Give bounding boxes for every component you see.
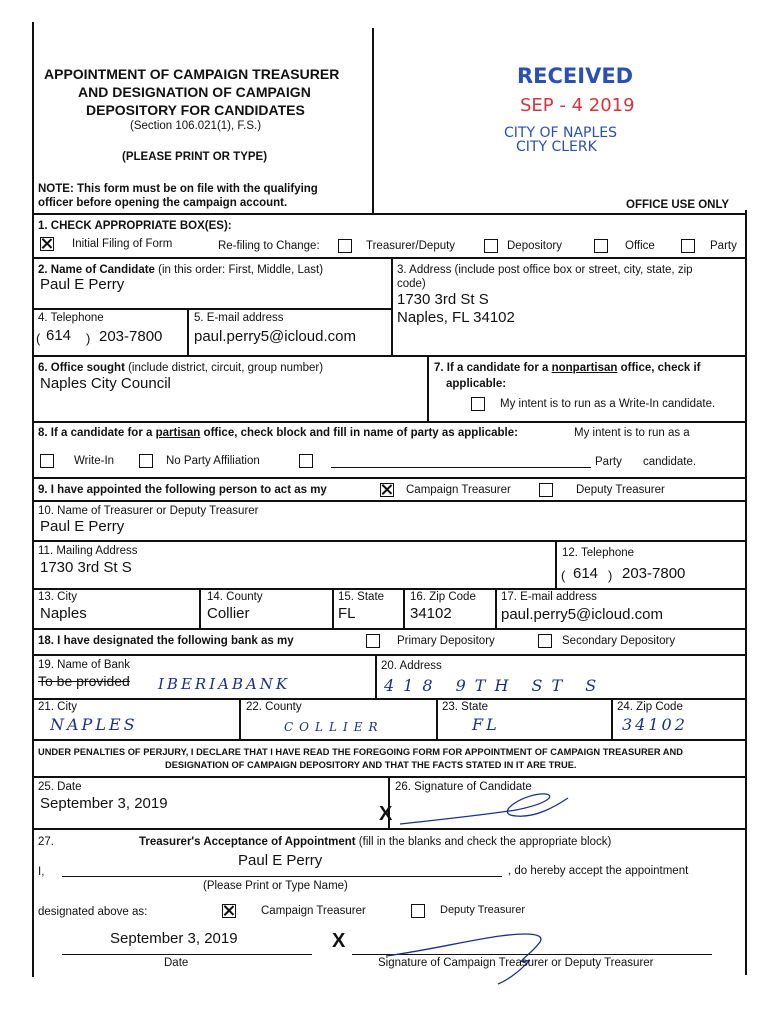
- bank-zip-handwritten: 34102: [622, 715, 688, 734]
- received-stamp: RECEIVED: [517, 64, 634, 88]
- item16-label: 16. Zip Code: [410, 591, 476, 603]
- no-party-affiliation-label: No Party Affiliation: [166, 455, 260, 467]
- item3-label-line2: code): [397, 278, 426, 290]
- treasurer-signature: [380, 926, 580, 986]
- row-line: [32, 654, 746, 656]
- item2-label-rest: (in this order: First, Middle, Last): [154, 264, 324, 276]
- item15-label: 15. State: [338, 591, 385, 603]
- office-use-only: OFFICE USE ONLY: [626, 199, 730, 211]
- candidate-word: candidate.: [643, 456, 697, 468]
- candidate-address-line1: 1730 3rd St S: [397, 291, 489, 308]
- note-line1: NOTE: This form must be on file with the qualifying: [38, 183, 318, 195]
- party-checkbox[interactable]: [681, 239, 695, 253]
- col-line: [436, 698, 438, 739]
- accept-treasurer-checkbox[interactable]: [222, 904, 236, 918]
- item20-label: 20. Address: [381, 660, 442, 672]
- row-line: [32, 588, 746, 590]
- item13-label: 13. City: [38, 591, 77, 603]
- item8-label-b: office, check block and fill in name of party as applicable:: [200, 427, 518, 439]
- treasurer-acceptance-date: September 3, 2019: [110, 930, 238, 947]
- item5-label: 5. E-mail address: [194, 312, 284, 324]
- accept-deputy-label: Deputy Treasurer: [440, 904, 525, 916]
- party-word: Party: [595, 456, 622, 468]
- item27-accept: , do hereby accept the appointment: [508, 865, 689, 877]
- party-name-blank[interactable]: [331, 467, 591, 468]
- designated-above-as: designated above as:: [38, 906, 148, 918]
- item27-instructions: (fill in the blanks and check the appropriate block): [355, 836, 612, 848]
- row-line: [32, 421, 746, 423]
- item3-label-line1: 3. Address (include post office box or street, city, state, zip: [397, 264, 693, 276]
- item25-label: 25. Date: [38, 781, 82, 793]
- col-line: [427, 355, 429, 421]
- item8-label: [38, 427, 518, 439]
- candidate-address-line2: Naples, FL 34102: [397, 309, 515, 326]
- row-line: [32, 308, 392, 310]
- secondary-depository-label: Secondary Depository: [562, 635, 676, 647]
- item27-i: I,: [38, 866, 45, 878]
- col-line: [391, 257, 393, 355]
- depository-checkbox[interactable]: [484, 239, 498, 253]
- primary-depository-checkbox[interactable]: [366, 634, 380, 648]
- date-label: Date: [164, 957, 189, 969]
- initial-filing-checkbox[interactable]: [40, 237, 54, 251]
- received-date-stamp: SEP - 4 2019: [520, 95, 635, 116]
- item19-label: 19. Name of Bank: [38, 659, 131, 671]
- treasurer-zip: 34102: [410, 605, 452, 622]
- phone-close-paren: ): [86, 331, 91, 346]
- item24-label: 24. Zip Code: [617, 701, 683, 713]
- col-line: [332, 588, 334, 628]
- form-title-line2: AND DESIGNATION OF CAMPAIGN: [78, 84, 311, 100]
- row-line: [32, 540, 746, 542]
- bank-name-struck: To be provided: [38, 673, 130, 689]
- col-line: [187, 308, 189, 355]
- row-line: [32, 698, 746, 700]
- statute-reference: (Section 106.021(1), F.S.): [130, 120, 262, 132]
- treasurer-city: Naples: [40, 605, 87, 622]
- item14-label: 14. County: [207, 591, 263, 603]
- treasurer-email: paul.perry5@icloud.com: [501, 606, 663, 623]
- print-instruction: (PLEASE PRINT OR TYPE): [122, 151, 268, 163]
- item11-label: 11. Mailing Address: [38, 545, 138, 557]
- write-in-partisan-checkbox[interactable]: [40, 454, 54, 468]
- treasurer-signature-x: X: [332, 930, 346, 952]
- item7-label-line1: [434, 362, 701, 374]
- item10-label: 10. Name of Treasurer or Deputy Treasurer: [38, 505, 259, 517]
- item2-label-bold: 2. Name of Candidate: [38, 264, 155, 276]
- treasurer-phone-open: (: [561, 568, 566, 583]
- item7-label-b: office, check if: [617, 362, 701, 374]
- write-in-partisan-label: Write-In: [74, 455, 115, 467]
- col-line: [239, 698, 241, 739]
- col-line: [375, 654, 377, 698]
- item7-nonpartisan: nonpartisan: [551, 362, 618, 374]
- treasurer-mailing-address: 1730 3rd St S: [40, 559, 132, 576]
- form-title-line3: DEPOSITORY FOR CANDIDATES: [86, 102, 305, 118]
- item27-heading: [139, 836, 611, 848]
- perjury-line1: UNDER PENALTIES OF PERJURY, I DECLARE THAT I HAVE READ THE FOREGOING FORM FOR APPOINTMENT OF CAMPAIGN TREASURER AND: [38, 747, 683, 757]
- treasurer-name: Paul E Perry: [40, 518, 125, 535]
- treasurer-deputy-label: Treasurer/Deputy: [366, 240, 456, 252]
- item27-title: Treasurer's Acceptance of Appointment: [139, 836, 356, 848]
- appointed-treasurer-checkbox[interactable]: [380, 483, 394, 497]
- city-stamp-line2: CITY CLERK: [516, 139, 597, 155]
- item22-label: 22. County: [246, 701, 302, 713]
- signature-label: Signature of Campaign Treasurer or Deputy Treasurer: [378, 957, 654, 969]
- treasurer-phone-close: ): [608, 568, 613, 583]
- accept-deputy-checkbox[interactable]: [411, 904, 425, 918]
- party-label: Party: [710, 240, 737, 252]
- office-checkbox[interactable]: [594, 239, 608, 253]
- item8-label-a: 8. If a candidate for a: [38, 427, 156, 439]
- item6-label: [38, 362, 323, 374]
- bank-state-handwritten: FL: [472, 715, 500, 734]
- item8-partisan: partisan: [155, 427, 201, 439]
- row-line: [32, 628, 746, 630]
- depository-label: Depository: [507, 240, 562, 252]
- candidate-phone-area: 614: [46, 327, 72, 344]
- row-line: [32, 477, 746, 479]
- item26-label: 26. Signature of Candidate: [395, 781, 532, 793]
- note-line2: officer before opening the campaign account.: [38, 197, 288, 209]
- candidate-signature-x: X: [379, 803, 393, 825]
- office-label: Office: [625, 240, 655, 252]
- col-line: [495, 588, 497, 628]
- title-divider: [372, 28, 374, 213]
- perjury-line2: DESIGNATION OF CAMPAIGN DEPOSITORY AND THAT THE FACTS STATED IN IT ARE TRUE.: [165, 760, 577, 770]
- bank-city-handwritten: NAPLES: [50, 715, 138, 734]
- form-title-line1: APPOINTMENT OF CAMPAIGN TREASURER: [44, 66, 340, 82]
- item1-label: 1. CHECK APPROPRIATE BOX(ES):: [38, 220, 232, 232]
- candidate-name: Paul E Perry: [40, 276, 125, 293]
- item6-label-rest: (include district, circuit, group number): [124, 362, 324, 374]
- treasurer-county: Collier: [207, 605, 250, 622]
- accepting-treasurer-name: Paul E Perry: [238, 852, 323, 869]
- right-border: [745, 210, 747, 975]
- party-name-checkbox[interactable]: [299, 454, 313, 468]
- write-in-nonpartisan-label: My intent is to run as a Write-In candidate.: [500, 398, 716, 410]
- item7-label-a: 7. If a candidate for a: [434, 362, 552, 374]
- col-line: [199, 588, 201, 628]
- row-line: [32, 739, 746, 741]
- row-line: [32, 500, 746, 502]
- col-line: [555, 540, 557, 588]
- print-name-label: (Please Print or Type Name): [203, 880, 348, 892]
- appointed-deputy-label: Deputy Treasurer: [576, 484, 665, 496]
- row-line: [32, 257, 746, 259]
- treasurer-phone-area: 614: [573, 565, 599, 582]
- item18-label: 18. I have designated the following bank as my: [38, 635, 294, 647]
- candidate-signature-date: September 3, 2019: [40, 795, 168, 812]
- col-line: [403, 588, 405, 628]
- appointed-deputy-checkbox[interactable]: [539, 483, 553, 497]
- item4-label: 4. Telephone: [38, 312, 104, 324]
- primary-depository-label: Primary Depository: [397, 635, 495, 647]
- secondary-depository-checkbox[interactable]: [538, 634, 552, 648]
- refiling-label: Re-filing to Change:: [218, 240, 320, 252]
- item17-label: 17. E-mail address: [501, 591, 597, 603]
- treasurer-deputy-checkbox[interactable]: [338, 239, 352, 253]
- item9-label: 9. I have appointed the following person to act as my: [38, 484, 327, 496]
- treasurer-phone-number: 203-7800: [622, 565, 686, 582]
- date-blank: [62, 954, 312, 955]
- item6-label-bold: 6. Office sought: [38, 362, 125, 374]
- row-line: [32, 213, 746, 215]
- no-party-affiliation-checkbox[interactable]: [139, 454, 153, 468]
- phone-open-paren: (: [36, 331, 41, 346]
- item12-label: 12. Telephone: [562, 547, 635, 559]
- candidate-email: paul.perry5@icloud.com: [194, 328, 356, 345]
- initial-filing-label: Initial Filing of Form: [72, 238, 173, 250]
- item7-label-line2: applicable:: [446, 378, 507, 390]
- item27-number: 27.: [38, 836, 54, 848]
- bank-address-handwritten: 418 9TH ST S: [384, 676, 606, 695]
- bank-county-handwritten: COLLIER: [284, 720, 384, 734]
- item23-label: 23. State: [442, 701, 489, 713]
- col-line: [611, 698, 613, 739]
- appointed-treasurer-label: Campaign Treasurer: [406, 484, 511, 496]
- accept-treasurer-label: Campaign Treasurer: [261, 905, 366, 917]
- write-in-nonpartisan-checkbox[interactable]: [471, 397, 485, 411]
- office-sought: Naples City Council: [40, 375, 171, 392]
- row-line: [32, 355, 746, 357]
- item8-intent: My intent is to run as a: [574, 427, 690, 439]
- bank-name-handwritten: IBERIABANK: [158, 675, 291, 693]
- treasurer-state: FL: [338, 605, 356, 622]
- item21-label: 21. City: [38, 701, 77, 713]
- treasurer-name-blank: [62, 876, 502, 877]
- candidate-phone-number: 203-7800: [99, 328, 163, 345]
- item2-label: [38, 264, 323, 276]
- city-stamp-line1: CITY OF NAPLES: [504, 125, 618, 141]
- row-line: [32, 828, 746, 830]
